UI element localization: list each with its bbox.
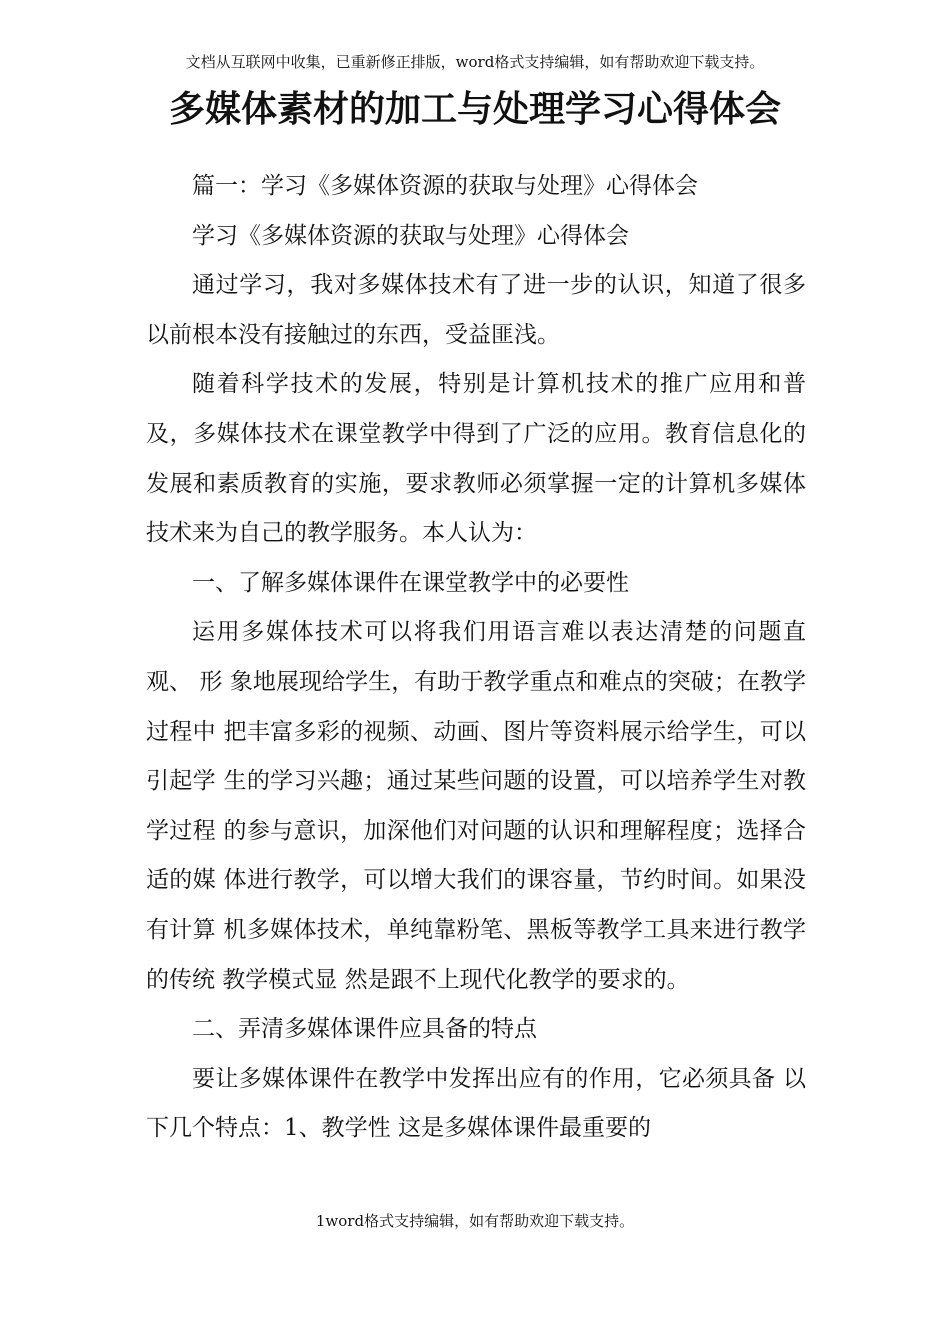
body-paragraph: 随着科学技术的发展，特别是计算机技术的推广应用和普及，多媒体技术在课堂教学中得到了广泛的应用。教育信息化的发展和素质教育的实施，要求教师必须掌握一定的计算机多媒体技术来为自己的教学服务。本人认为： — [146, 371, 806, 547]
body-paragraph: 通过学习，我对多媒体技术有了进一步的认识，知道了很多以前根本没有接触过的东西，受益匪浅。 — [146, 272, 806, 348]
document-title: 多媒体素材的加工与处理学习心得体会 — [168, 89, 781, 130]
section-heading: 篇一：学习《多媒体资源的获取与处理》心得体会 — [192, 173, 698, 199]
document-body — [146, 162, 806, 1154]
subtitle: 学习《多媒体资源的获取与处理》心得体会 — [192, 222, 629, 249]
body-paragraph: 要让多媒体课件在教学中发挥出应有的作用，它必须具备 以下几个特点：1、教学性 这是多媒体课件最重要的 — [146, 1065, 806, 1142]
header-note: 文档从互联网中收集，已重新修正排版，word格式支持编辑，如有帮助欢迎下载支持。 — [185, 53, 765, 71]
body-paragraph: 运用多媒体技术可以将我们用语言难以表达清楚的问题直观、 形 象地展现给学生，有助于教学重点和难点的突破；在教学过程中 把丰富多彩的视频、动画、图片等资料展示给学生，可以引起学 生的学习兴趣；通过某些问题的设置，可以培养学生对教学过程 的参与意识，加深他们对问题的认识和理解程度；选择合适的媒 体进行教学，可以增大我们的课容量，节约时间。如果没有计算 机多媒体技术，单纯靠粉笔、黑板等教学工具来进行教学的传统 教学模式显 然是跟不上现代化教学的要求的。 — [146, 619, 806, 993]
footer-note: 1word格式支持编辑，如有帮助欢迎下载支持。 — [315, 1212, 635, 1230]
section-heading: 一、了解多媒体课件在课堂教学中的必要性 — [192, 569, 629, 596]
section-heading: 二、弄清多媒体课件应具备的特点 — [192, 1016, 537, 1043]
